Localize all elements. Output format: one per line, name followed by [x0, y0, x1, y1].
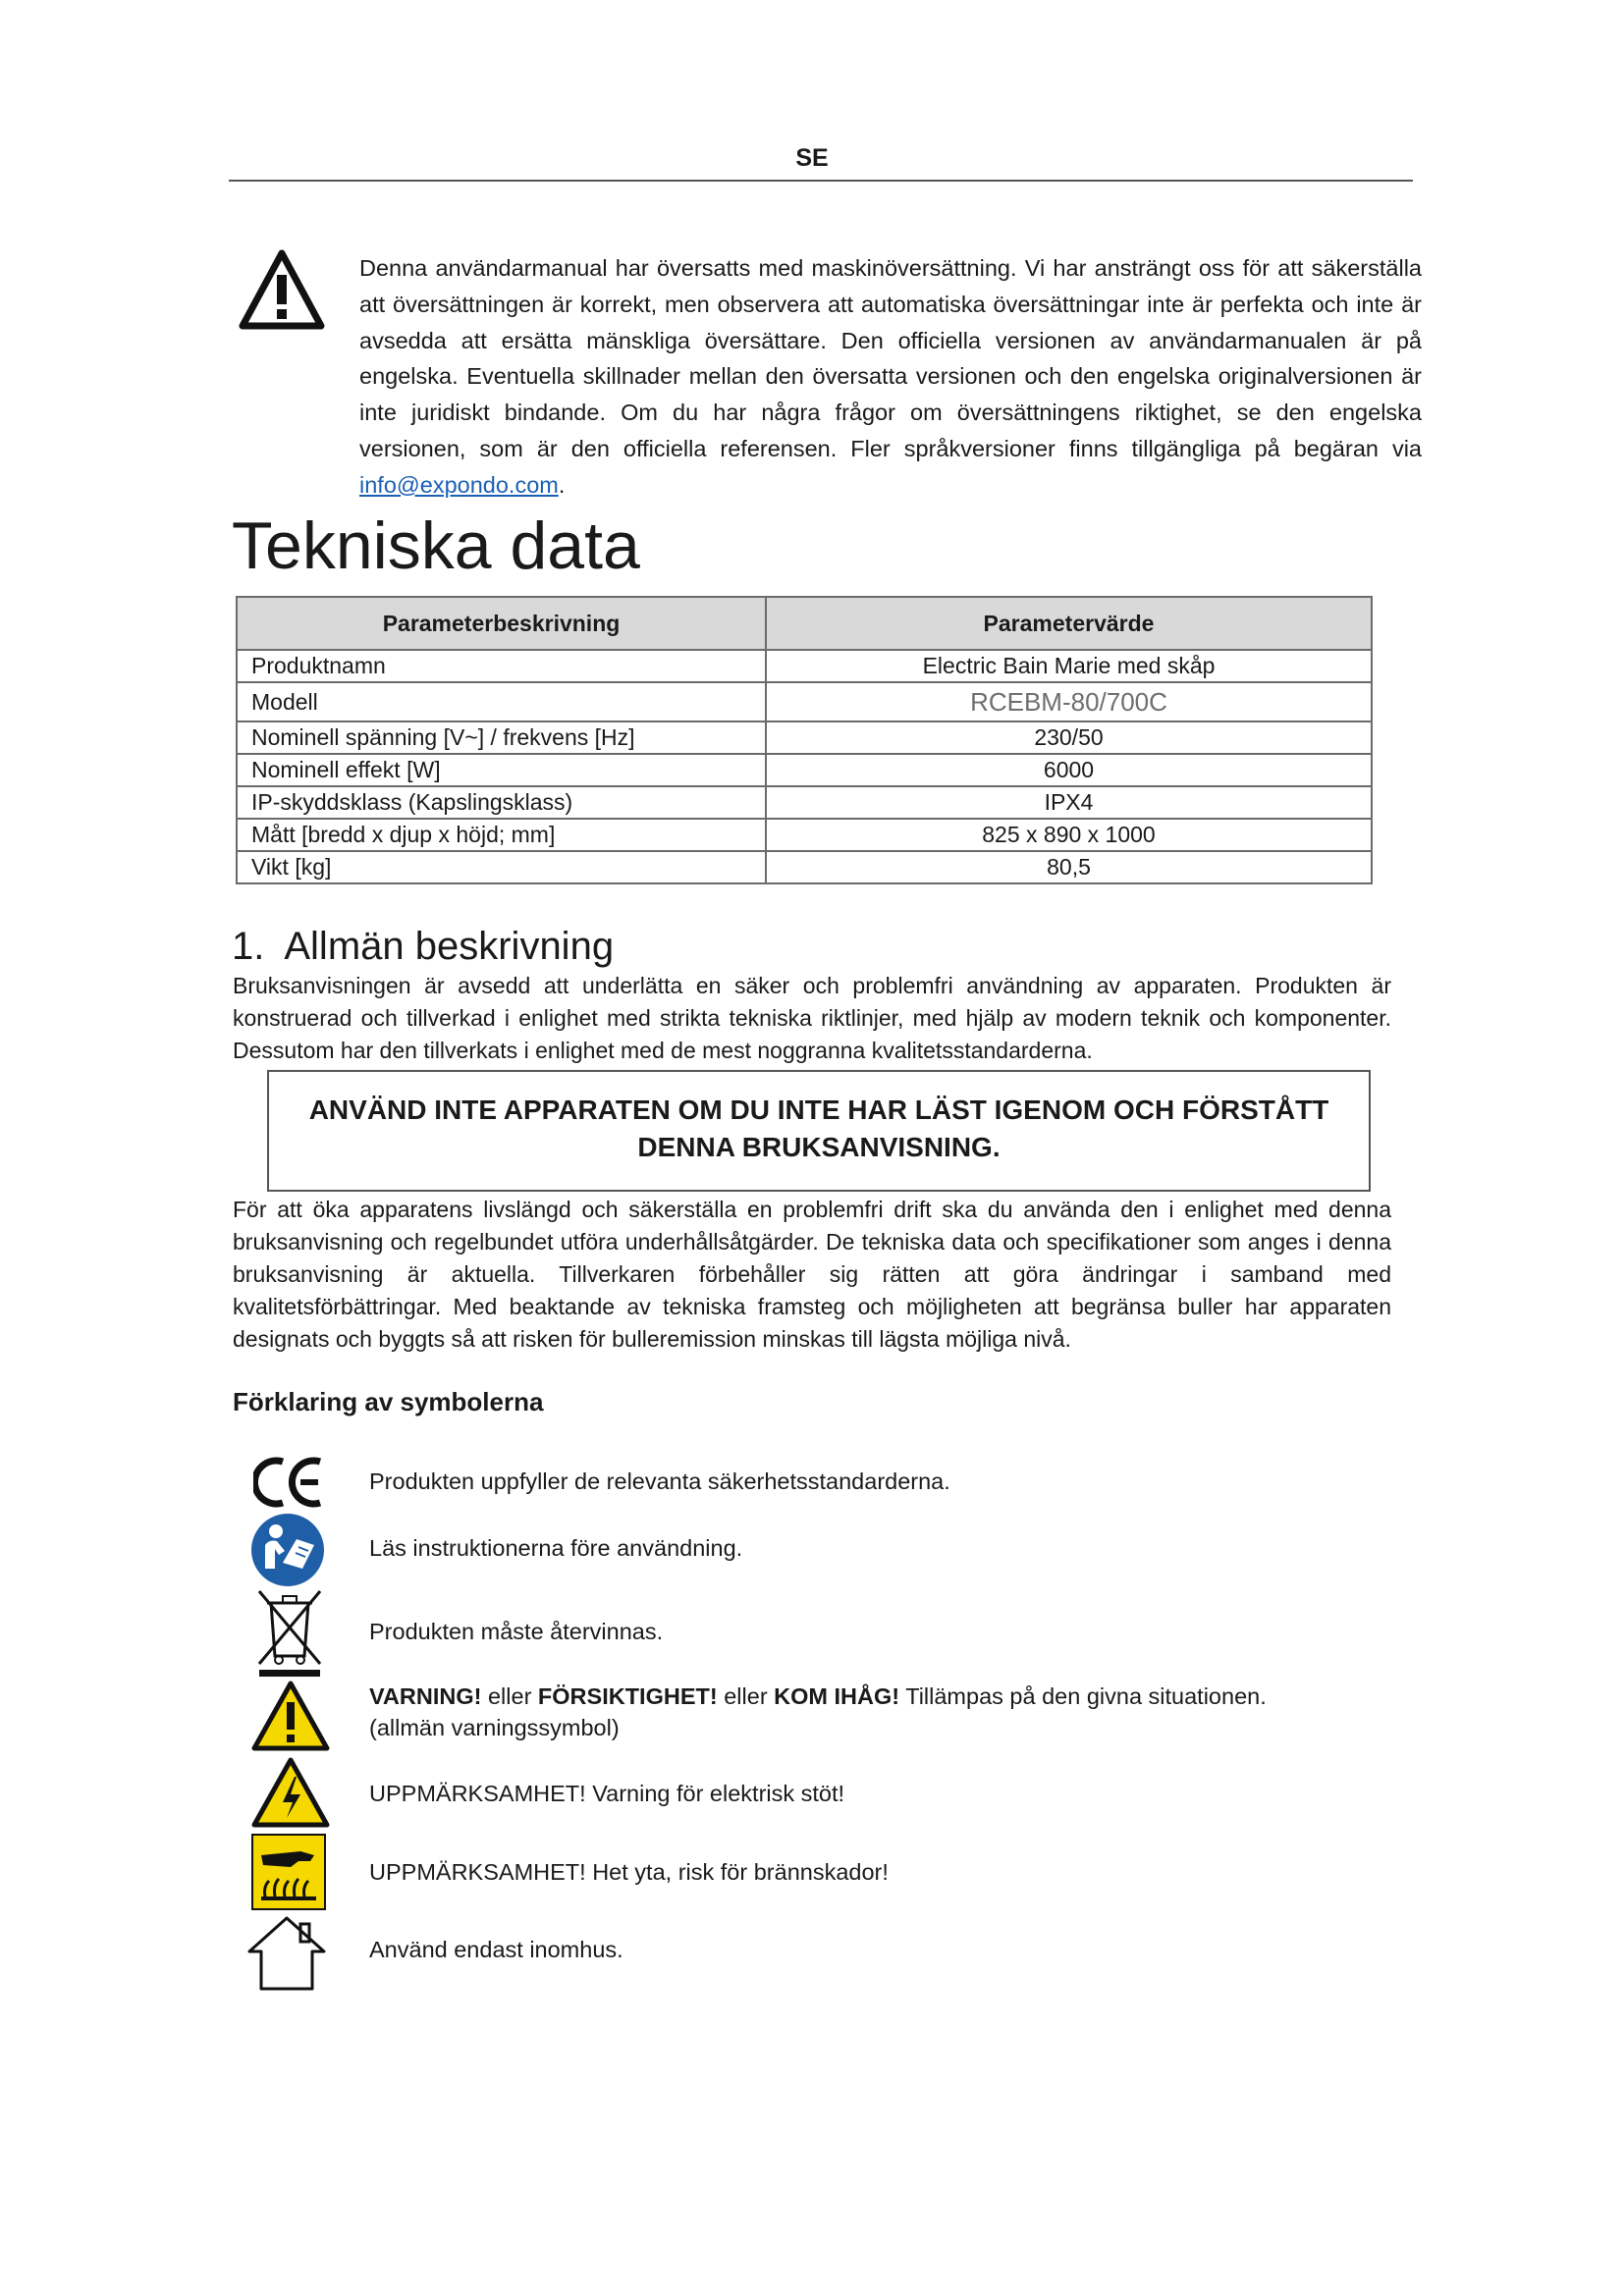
intro-paragraph: Bruksanvisningen är avsedd att underlätta en säker och problemfri användning av apparaten. Produkten är konstruerad och tillverkad i enlighet med strikta tekniska riktlinjer, med hjälp av modern teknik och komponenter. Dessutom har den tillverkats i enlighet med de mest noggranna kvalitetsstandarderna. [233, 973, 1391, 1063]
param-cell: Mått [bredd x djup x höjd; mm] [237, 819, 766, 851]
param-cell: Modell [237, 682, 766, 721]
param-cell: Nominell effekt [W] [237, 754, 766, 786]
table-row [237, 851, 1372, 883]
table-header-row [237, 597, 1372, 650]
spec-table [236, 596, 1373, 884]
caution-word: FÖRSIKTIGHET! [537, 1683, 718, 1709]
warning-box [267, 1070, 1371, 1192]
warning-description [369, 1681, 1267, 1743]
column-header: Parametervärde [766, 597, 1372, 650]
usage-paragraph: För att öka apparatens livslängd och säkerställa en problemfri drift ska du använda den i enlighet med denna bruksanvisning och regelbundet utföra underhållsåtgärder. De tekniska data och specifikationer som anges i denna bruksanvisning är aktuella. Tillverkaren förbehåller sig rätten att göra ändringar i samband med kvalitetsförbättringar. Med beaktande av tekniska framsteg och möjligheten att begränsa buller har apparaten designats och byggts så att risken för bulleremission minskas till lägsta möjliga nivå. [233, 1197, 1391, 1352]
read-manual-icon [249, 1512, 326, 1588]
email-link[interactable]: info@expondo.com [359, 471, 559, 498]
recycle-description: Produkten måste återvinnas. [369, 1619, 664, 1644]
param-cell: Nominell spänning [V~] / frekvens [Hz] [237, 721, 766, 754]
language-code: SE [795, 144, 829, 172]
ce-description: Produkten uppfyller de relevanta säkerhetsstandarderna. [369, 1468, 950, 1494]
column-header: Parameterbeskrivning [237, 597, 766, 650]
table-row [237, 682, 1372, 721]
value-cell: Electric Bain Marie med skåp [766, 650, 1372, 682]
section-number: 1. [232, 925, 265, 968]
warning-word: VARNING! [369, 1683, 482, 1709]
notice-text: Denna användarmanual har översatts med maskinöversättning. Vi har ansträngt oss för att säkerställa att översättningen är korrekt, men observera att automatiska översättningar inte är perfekta och inte är avsedda att ersätta mänskliga översättare. Den officiella versionen av användarmanualen är på engelska. Eventuella skillnader mellan den översatta versionen och den engelska originalversionen är inte juridiskt bindande. Om du har några frågor om översättningens riktighet, se den engelska versionen, som är den officiella referensen. Fler språkversioner finns tillgängliga på begäran via [359, 255, 1422, 461]
table-row [237, 786, 1372, 819]
warning-text: ANVÄND INTE APPARATEN OM DU INTE HAR LÄST IGENOM OCH FÖRSTÅTT DENNA BRUKSANVISNING. [308, 1095, 1329, 1162]
translation-notice [359, 250, 1422, 504]
ce-mark-icon [253, 1456, 326, 1509]
section-heading [232, 921, 614, 972]
manual-description: Läs instruktionerna före användning. [369, 1535, 743, 1561]
param-cell: IP-skyddsklass (Kapslingsklass) [237, 786, 766, 819]
electric-shock-icon [251, 1757, 330, 1828]
value-cell: 825 x 890 x 1000 [766, 819, 1372, 851]
warning-connector: eller [481, 1683, 538, 1709]
param-cell: Produktnamn [237, 650, 766, 682]
param-cell: Vikt [kg] [237, 851, 766, 883]
model-value-cell: RCEBM-80/700C [766, 682, 1372, 721]
section-title: Allmän beskrivning [284, 925, 615, 968]
remember-word: KOM IHÅG! [774, 1683, 900, 1709]
indoor-use-icon [245, 1914, 328, 1993]
warning-rest: Tillämpas på den givna situationen. [899, 1683, 1267, 1709]
warning-connector: eller [717, 1683, 775, 1709]
notice-text-end: . [558, 471, 566, 498]
symbols-heading: Förklaring av symbolerna [233, 1387, 544, 1416]
header-divider [229, 180, 1413, 182]
table-row [237, 721, 1372, 754]
table-row [237, 754, 1372, 786]
hot-surface-description: UPPMÄRKSAMHET! Het yta, risk för brännskador! [369, 1859, 889, 1885]
hot-surface-icon [251, 1834, 326, 1910]
weee-bin-icon [253, 1585, 326, 1678]
page-title: Tekniska data [232, 508, 640, 583]
electric-description: UPPMÄRKSAMHET! Varning för elektrisk stöt! [369, 1781, 845, 1806]
warning-triangle-icon [239, 249, 325, 330]
general-warning-icon [251, 1681, 330, 1751]
table-row [237, 819, 1372, 851]
value-cell: 6000 [766, 754, 1372, 786]
value-cell: 230/50 [766, 721, 1372, 754]
value-cell: IPX4 [766, 786, 1372, 819]
warning-subtitle: (allmän varningssymbol) [369, 1715, 620, 1740]
value-cell: 80,5 [766, 851, 1372, 883]
table-row [237, 650, 1372, 682]
indoor-description: Använd endast inomhus. [369, 1937, 623, 1962]
